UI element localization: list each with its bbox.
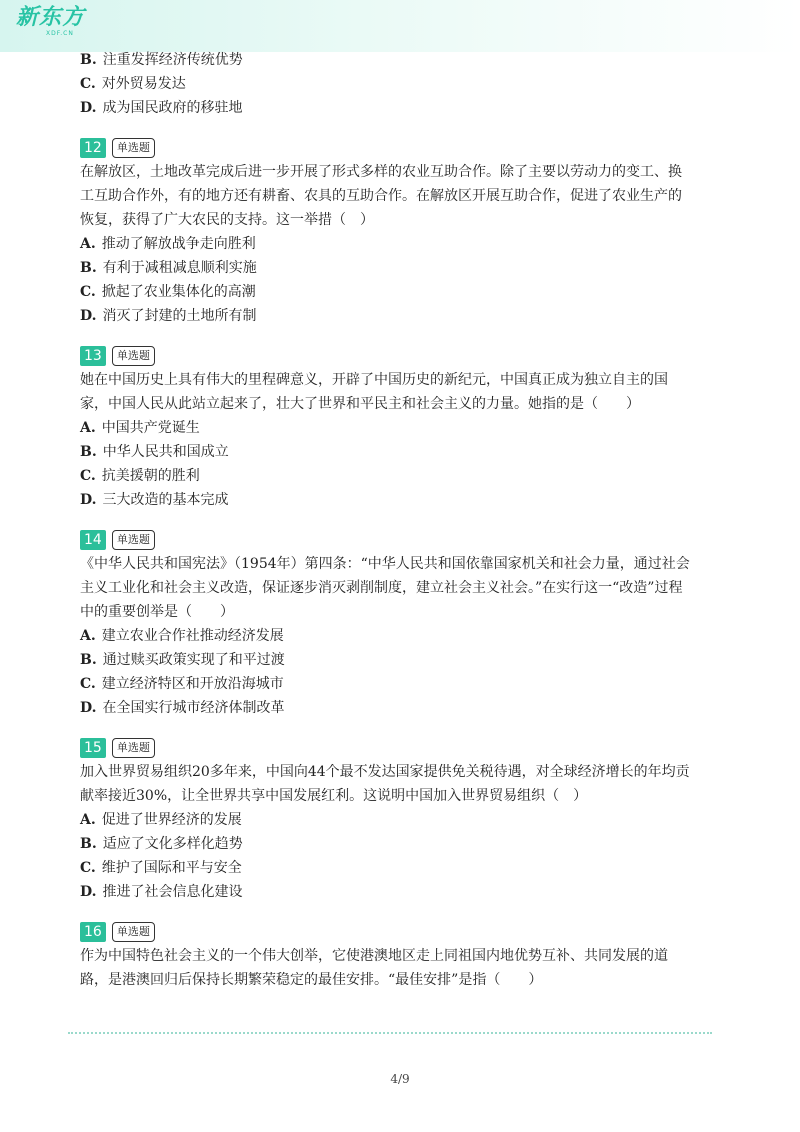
option-text: 掀起了农业集体化的高潮 [101, 284, 256, 300]
question-number: 14 [80, 530, 106, 550]
option [80, 880, 720, 904]
question-line: 献率接近30%，让全世界共享中国发展红利。这说明中国加入世界贸易组织（ ） [80, 788, 588, 804]
question-type-tag: 单选题 [112, 530, 155, 550]
option-text: 注重发挥经济传统优势 [102, 52, 243, 68]
option-text: 推动了解放战争走向胜利 [101, 236, 256, 252]
option-letter: D. [80, 700, 97, 716]
option-letter: B. [80, 52, 97, 68]
option-text: 建立农业合作社推动经济发展 [101, 628, 284, 644]
option-text: 消灭了封建的土地所有制 [102, 308, 257, 324]
option-letter: A. [80, 628, 96, 644]
option [80, 440, 720, 464]
option-letter: D. [80, 492, 97, 508]
option [80, 256, 720, 280]
question-type-tag: 单选题 [112, 922, 155, 942]
question-type-tag: 单选题 [112, 138, 155, 158]
question-line: 她在中国历史上具有伟大的里程碑意义，开辟了中国历史的新纪元，中国真正成为独立自主的国 [80, 372, 668, 388]
option-text: 对外贸易发达 [101, 76, 186, 92]
option [80, 96, 720, 120]
option [80, 72, 720, 96]
option-text: 促进了世界经济的发展 [101, 812, 242, 828]
option-text: 中国共产党诞生 [101, 420, 200, 436]
option-text: 成为国民政府的移驻地 [102, 100, 243, 116]
option-letter: A. [80, 420, 96, 436]
question-text [80, 760, 720, 808]
option-text: 抗美援朝的胜利 [101, 468, 200, 484]
question-line: 加入世界贸易组织20多年来，中国向44个最不发达国家提供免关税待遇，对全球经济增长的年均贡 [80, 764, 690, 780]
option-letter: A. [80, 236, 96, 252]
option-letter: B. [80, 836, 97, 852]
option [80, 416, 720, 440]
question-number: 16 [80, 922, 106, 942]
question-number: 13 [80, 346, 106, 366]
question-number: 15 [80, 738, 106, 758]
option [80, 624, 720, 648]
question-number: 12 [80, 138, 106, 158]
option-text: 在全国实行城市经济体制改革 [102, 700, 285, 716]
option-text: 通过赎买政策实现了和平过渡 [102, 652, 285, 668]
option [80, 648, 720, 672]
top-options [80, 48, 720, 120]
option-letter: C. [80, 284, 96, 300]
question-text [80, 552, 720, 624]
option [80, 672, 720, 696]
option [80, 832, 720, 856]
option-letter: C. [80, 468, 96, 484]
option-letter: B. [80, 260, 97, 276]
option [80, 304, 720, 328]
option [80, 280, 720, 304]
question-text [80, 368, 720, 416]
question-text [80, 160, 720, 232]
question-16 [80, 920, 720, 992]
question-line: 《中华人民共和国宪法》（1954年）第四条：“中华人民共和国依靠国家机关和社会力量，通过社会 [80, 556, 690, 572]
option [80, 232, 720, 256]
option-letter: C. [80, 76, 96, 92]
option [80, 696, 720, 720]
question-header [80, 920, 720, 944]
question-line: 作为中国特色社会主义的一个伟大创举，它使港澳地区走上同祖国内地优势互补、共同发展的道 [80, 948, 668, 964]
option [80, 464, 720, 488]
question-13 [80, 344, 720, 512]
question-line: 路，是港澳回归后保持长期繁荣稳定的最佳安排。“最佳安排”是指（ ） [80, 972, 543, 988]
option-letter: D. [80, 100, 97, 116]
option-text: 适应了文化多样化趋势 [102, 836, 243, 852]
option-letter: D. [80, 884, 97, 900]
option-letter: B. [80, 652, 97, 668]
option [80, 488, 720, 512]
option [80, 48, 720, 72]
question-14 [80, 528, 720, 720]
footer-divider [68, 1032, 712, 1034]
option-letter: D. [80, 308, 97, 324]
option-text: 三大改造的基本完成 [102, 492, 229, 508]
page-content [80, 48, 720, 992]
question-header [80, 344, 720, 368]
logo-main-text: 新东方 [16, 5, 86, 30]
option-text: 推进了社会信息化建设 [102, 884, 243, 900]
question-line: 恢复，获得了广大农民的支持。这一举措（ ） [80, 212, 374, 228]
header-band [0, 0, 800, 52]
page-number: 4/9 [390, 1072, 410, 1086]
option-text: 维护了国际和平与安全 [101, 860, 242, 876]
question-header [80, 136, 720, 160]
question-header [80, 528, 720, 552]
question-line: 家，中国人民从此站立起来了，壮大了世界和平民主和社会主义的力量。她指的是（ ） [80, 396, 640, 412]
question-header [80, 736, 720, 760]
question-line: 中的重要创举是（ ） [80, 604, 234, 620]
question-line: 工互助合作外，有的地方还有耕畜、农具的互助合作。在解放区开展互助合作，促进了农业生产的 [80, 188, 682, 204]
question-text [80, 944, 720, 992]
question-line: 在解放区，土地改革完成后进一步开展了形式多样的农业互助合作。除了主要以劳动力的变工、换 [80, 164, 682, 180]
option-letter: B. [80, 444, 97, 460]
option [80, 808, 720, 832]
xdf-logo [16, 6, 86, 46]
question-type-tag: 单选题 [112, 738, 155, 758]
option-text: 有利于减租减息顺利实施 [102, 260, 257, 276]
question-12 [80, 136, 720, 328]
question-line: 主义工业化和社会主义改造，保证逐步消灭剥削制度，建立社会主义社会。”在实行这一“改造”过程 [80, 580, 683, 596]
option-letter: A. [80, 812, 96, 828]
option [80, 856, 720, 880]
logo-sub-text: XDF.CN [46, 30, 74, 37]
option-letter: C. [80, 860, 96, 876]
question-type-tag: 单选题 [112, 346, 155, 366]
option-text: 建立经济特区和开放沿海城市 [101, 676, 284, 692]
option-letter: C. [80, 676, 96, 692]
option-text: 中华人民共和国成立 [102, 444, 229, 460]
question-15 [80, 736, 720, 904]
